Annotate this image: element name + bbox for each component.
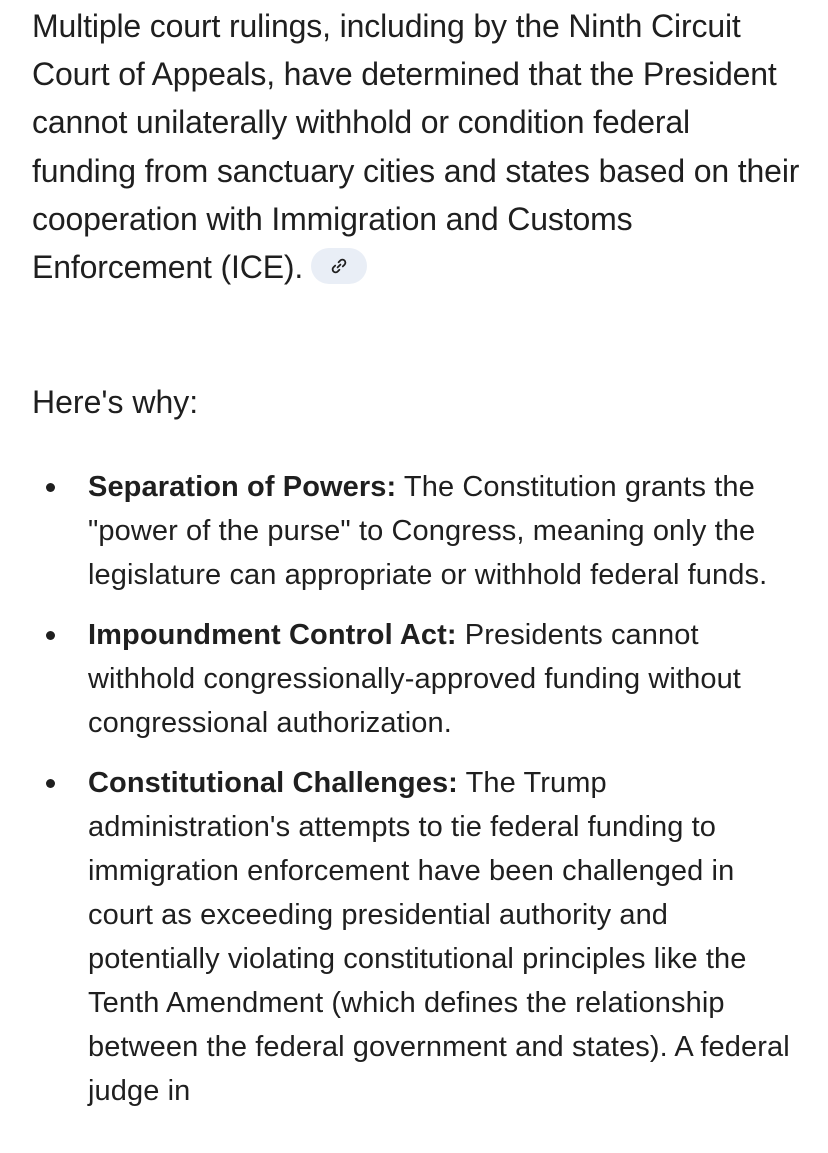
why-heading: Here's why: — [32, 384, 199, 420]
intro-paragraph — [32, 2, 802, 291]
bullet-icon — [46, 631, 55, 640]
list-item-title: Separation of Powers: — [88, 471, 397, 503]
list-item-text: Presidents cannot withhold congressionally-approved funding without congressional authorization. — [88, 619, 741, 739]
list-item — [32, 465, 802, 597]
list-item — [32, 613, 802, 745]
list-item-text: The Trump administration's attempts to tie federal funding to immigration enforcement have been challenged in court as exceeding presidential authority and potentially violating constitutional principles like the Tenth Amendment (which defines the relationship between the federal government and states). A federal judge in — [88, 767, 790, 1107]
link-icon — [329, 256, 349, 276]
bullet-icon — [46, 779, 55, 788]
list-item-text: The Constitution grants the "power of the purse" to Congress, meaning only the legislature can appropriate or withhold federal funds. — [88, 471, 768, 591]
list-item-title: Constitutional Challenges: — [88, 767, 458, 799]
list-item-title: Impoundment Control Act: — [88, 619, 457, 651]
response-content — [32, 2, 802, 1107]
intro-text: Multiple court rulings, including by the Ninth Circuit Court of Appeals, have determined that the President cannot unilaterally withhold or condition federal funding from sanctuary cities and states based on their cooperation with Immigration and Customs Enforcement (ICE). — [32, 8, 800, 286]
list-item — [32, 761, 802, 1113]
bullet-icon — [46, 483, 55, 492]
source-link-chip[interactable] — [311, 248, 367, 284]
reasons-list — [32, 465, 802, 1129]
